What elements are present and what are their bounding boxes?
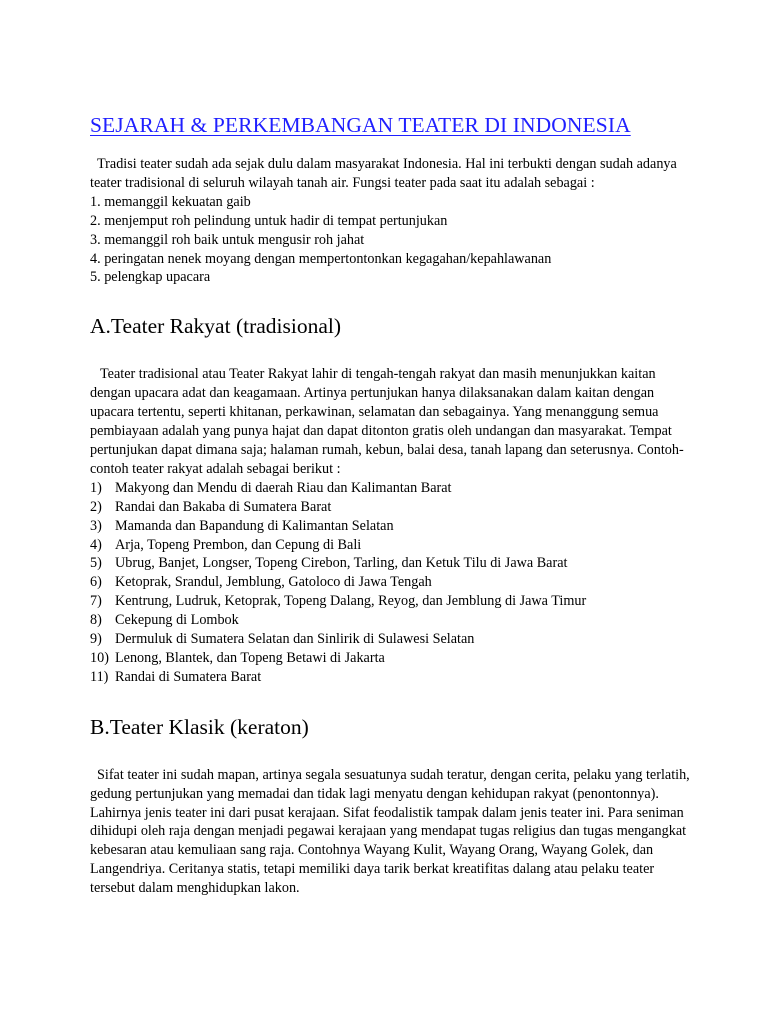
list-item (90, 554, 690, 573)
list-number: 10) (90, 649, 109, 666)
list-text: Cekepung di Lombok (115, 612, 239, 629)
list-text: Ketoprak, Srandul, Jemblung, Gatoloco di Jawa Tengah (115, 574, 432, 591)
theater-functions-list (90, 193, 690, 288)
folk-theater-examples-list (90, 479, 690, 687)
list-item (90, 649, 690, 668)
list-number: 1) (90, 479, 102, 496)
list-item (90, 573, 690, 592)
list-item: 3. memanggil roh baik untuk mengusir roh jahat (90, 231, 365, 248)
list-text: Kentrung, Ludruk, Ketoprak, Topeng Dalang, Reyog, dan Jemblung di Jawa Timur (115, 593, 587, 610)
list-number: 3) (90, 517, 102, 534)
section-a-heading: A.Teater Rakyat (tradisional) (90, 314, 342, 339)
list-item: 1. memanggil kekuatan gaib (90, 193, 251, 210)
section-a-paragraph: Teater tradisional atau Teater Rakyat lahir di tengah-tengah rakyat dan masih menunjukkan kaitan dengan upacara adat dan keagamaan. Artinya pertunjukan hanya dilaksanakan dalam kaitan dengan upacara tertentu, seperti khitanan, perkawinan, selamatan dan sebagainya. Yang menanggung semua pembiayaan adalah yang punya hajat dan dapat ditonton gratis oleh undangan dan masyarakat. Tempat pertunjukan dapat dimana saja; halaman rumah, kebun, balai desa, tanah lapang dan seterusnya. Contoh-contoh teater rakyat adalah sebagai berikut : (90, 366, 684, 477)
list-text: Makyong dan Mendu di daerah Riau dan Kalimantan Barat (115, 479, 452, 496)
list-item (90, 479, 690, 498)
list-text: Ubrug, Banjet, Longser, Topeng Cirebon, Tarling, dan Ketuk Tilu di Jawa Barat (115, 555, 568, 572)
list-text: Mamanda dan Bapandung di Kalimantan Selatan (115, 517, 394, 534)
list-number: 5) (90, 555, 102, 572)
document-title[interactable]: SEJARAH & PERKEMBANGAN TEATER DI INDONESIA (90, 113, 631, 137)
section-b-paragraph: Sifat teater ini sudah mapan, artinya segala sesuatunya sudah teratur, dengan cerita, pelaku yang terlatih, gedung pertunjukan yang memadai dan tidak lagi menyatu dengan kehidupan rakyat (penontonnya). Lahirnya jenis teater ini dari pusat kerajaan. Sifat feodalistik tampak dalam jenis teater ini. Para seniman dihidupi oleh raja dengan menjadi pegawai kerajaan yang mendapat tugas religius dan tugas mengangkat kebesaran atau kemuliaan sang raja. Contohnya Wayang Kulit, Wayang Orang, Wayang Golek, dan Langendriya. Ceritanya statis, tetapi memiliki daya tarik berkat kreatifitas dalang atau pelaku teater tersebut dalam menghidupkan lakon. (90, 766, 690, 897)
list-number: 2) (90, 498, 102, 515)
list-number: 7) (90, 593, 102, 610)
intro-paragraph: Tradisi teater sudah ada sejak dulu dalam masyarakat Indonesia. Hal ini terbukti dengan sudah adanya teater tradisional di seluruh wilayah tanah air. Fungsi teater pada saat itu adalah sebagai : (90, 156, 677, 191)
list-item (90, 517, 690, 536)
list-item (90, 668, 690, 687)
document-content (90, 111, 690, 898)
list-number: 9) (90, 631, 102, 648)
list-item (90, 592, 690, 611)
list-text: Arja, Topeng Prembon, dan Cepung di Bali (115, 536, 362, 553)
list-item (90, 536, 690, 555)
list-text: Dermuluk di Sumatera Selatan dan Sinlirik di Sulawesi Selatan (115, 631, 475, 648)
list-number: 8) (90, 612, 102, 629)
list-item (90, 498, 690, 517)
list-item: 2. menjemput roh pelindung untuk hadir di tempat pertunjukan (90, 212, 448, 229)
list-item: 4. peringatan nenek moyang dengan mempertontonkan kegagahan/kepahlawanan (90, 250, 552, 267)
list-number: 11) (90, 668, 109, 685)
list-number: 6) (90, 574, 102, 591)
section-b-heading: B.Teater Klasik (keraton) (90, 714, 309, 739)
list-number: 4) (90, 536, 102, 553)
list-item (90, 611, 690, 630)
list-text: Randai di Sumatera Barat (115, 668, 262, 685)
list-text: Randai dan Bakaba di Sumatera Barat (115, 498, 332, 515)
list-item: 5. pelengkap upacara (90, 269, 211, 286)
list-text: Lenong, Blantek, dan Topeng Betawi di Jakarta (115, 649, 385, 666)
list-item (90, 630, 690, 649)
